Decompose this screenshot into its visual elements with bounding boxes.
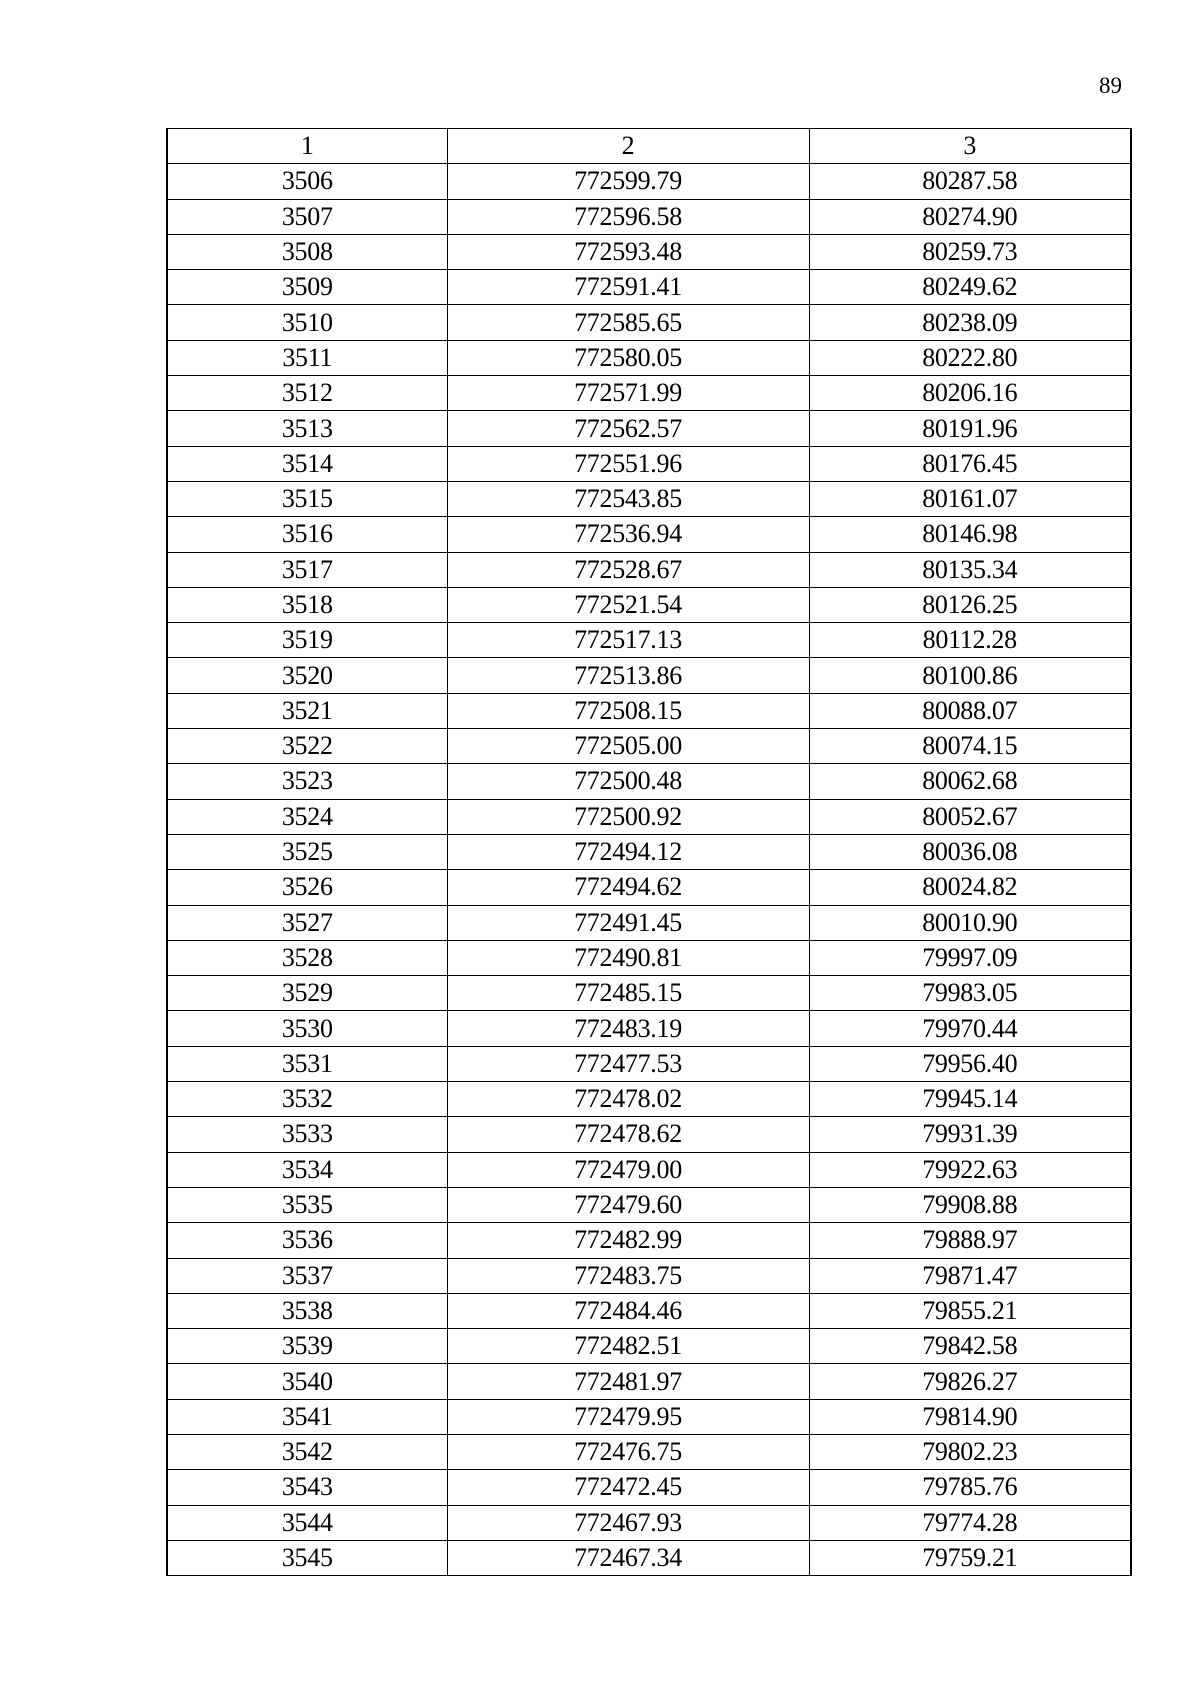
point-number-cell: 3530 — [167, 1011, 447, 1046]
point-number-cell: 3544 — [167, 1505, 447, 1540]
x-coordinate-cell: 772479.60 — [447, 1187, 809, 1222]
y-coordinate-cell: 80052.67 — [809, 799, 1131, 834]
table-row — [167, 552, 1131, 587]
y-coordinate-cell: 80036.08 — [809, 834, 1131, 869]
point-number-cell: 3509 — [167, 270, 447, 305]
point-number-cell: 3529 — [167, 976, 447, 1011]
y-coordinate-cell: 80135.34 — [809, 552, 1131, 587]
y-coordinate-cell: 79855.21 — [809, 1293, 1131, 1328]
x-coordinate-cell: 772599.79 — [447, 164, 809, 199]
table-row — [167, 1293, 1131, 1328]
y-coordinate-cell: 80112.28 — [809, 623, 1131, 658]
x-coordinate-cell: 772571.99 — [447, 376, 809, 411]
point-number-cell: 3543 — [167, 1470, 447, 1505]
point-number-cell: 3523 — [167, 764, 447, 799]
table-row — [167, 1470, 1131, 1505]
table-row — [167, 234, 1131, 269]
table-row — [167, 940, 1131, 975]
x-coordinate-cell: 772500.48 — [447, 764, 809, 799]
page-number: 89 — [1099, 73, 1122, 98]
point-number-cell: 3532 — [167, 1082, 447, 1117]
y-coordinate-cell: 80249.62 — [809, 270, 1131, 305]
point-number-cell: 3517 — [167, 552, 447, 587]
point-number-cell: 3536 — [167, 1223, 447, 1258]
table-row — [167, 446, 1131, 481]
table-row — [167, 1540, 1131, 1575]
table-row — [167, 1434, 1131, 1469]
x-coordinate-cell: 772543.85 — [447, 481, 809, 516]
x-coordinate-cell: 772596.58 — [447, 199, 809, 234]
point-number-cell: 3515 — [167, 481, 447, 516]
y-coordinate-cell: 79997.09 — [809, 940, 1131, 975]
y-coordinate-cell: 80259.73 — [809, 234, 1131, 269]
table-row — [167, 834, 1131, 869]
x-coordinate-cell: 772484.46 — [447, 1293, 809, 1328]
y-coordinate-cell: 79908.88 — [809, 1187, 1131, 1222]
y-coordinate-cell: 80146.98 — [809, 517, 1131, 552]
x-coordinate-cell: 772528.67 — [447, 552, 809, 587]
table-body — [167, 164, 1131, 1576]
x-coordinate-cell: 772521.54 — [447, 587, 809, 622]
table-row — [167, 1117, 1131, 1152]
y-coordinate-cell: 80161.07 — [809, 481, 1131, 516]
table-row — [167, 658, 1131, 693]
x-coordinate-cell: 772476.75 — [447, 1434, 809, 1469]
y-coordinate-cell: 80191.96 — [809, 411, 1131, 446]
point-number-cell: 3512 — [167, 376, 447, 411]
y-coordinate-cell: 79922.63 — [809, 1152, 1131, 1187]
point-number-cell: 3539 — [167, 1329, 447, 1364]
table-row — [167, 729, 1131, 764]
x-coordinate-cell: 772593.48 — [447, 234, 809, 269]
y-coordinate-cell: 79931.39 — [809, 1117, 1131, 1152]
column-header-2: 2 — [447, 129, 809, 164]
y-coordinate-cell: 79802.23 — [809, 1434, 1131, 1469]
x-coordinate-cell: 772513.86 — [447, 658, 809, 693]
point-number-cell: 3520 — [167, 658, 447, 693]
table-row — [167, 1329, 1131, 1364]
x-coordinate-cell: 772505.00 — [447, 729, 809, 764]
point-number-cell: 3540 — [167, 1364, 447, 1399]
y-coordinate-cell: 80062.68 — [809, 764, 1131, 799]
table-row — [167, 1082, 1131, 1117]
table-row — [167, 199, 1131, 234]
coordinates-table — [166, 128, 1132, 1576]
table-row — [167, 1187, 1131, 1222]
x-coordinate-cell: 772481.97 — [447, 1364, 809, 1399]
table-row — [167, 1258, 1131, 1293]
table-row — [167, 1505, 1131, 1540]
point-number-cell: 3506 — [167, 164, 447, 199]
point-number-cell: 3508 — [167, 234, 447, 269]
table-row — [167, 1364, 1131, 1399]
point-number-cell: 3541 — [167, 1399, 447, 1434]
x-coordinate-cell: 772551.96 — [447, 446, 809, 481]
y-coordinate-cell: 79785.76 — [809, 1470, 1131, 1505]
x-coordinate-cell: 772483.75 — [447, 1258, 809, 1293]
x-coordinate-cell: 772485.15 — [447, 976, 809, 1011]
x-coordinate-cell: 772479.95 — [447, 1399, 809, 1434]
point-number-cell: 3534 — [167, 1152, 447, 1187]
table-row — [167, 1399, 1131, 1434]
y-coordinate-cell: 80100.86 — [809, 658, 1131, 693]
point-number-cell: 3511 — [167, 340, 447, 375]
point-number-cell: 3518 — [167, 587, 447, 622]
table-row — [167, 799, 1131, 834]
x-coordinate-cell: 772482.99 — [447, 1223, 809, 1258]
point-number-cell: 3528 — [167, 940, 447, 975]
table-row — [167, 305, 1131, 340]
point-number-cell: 3522 — [167, 729, 447, 764]
table-row — [167, 340, 1131, 375]
y-coordinate-cell: 80206.16 — [809, 376, 1131, 411]
point-number-cell: 3545 — [167, 1540, 447, 1575]
point-number-cell: 3538 — [167, 1293, 447, 1328]
y-coordinate-cell: 80274.90 — [809, 199, 1131, 234]
x-coordinate-cell: 772490.81 — [447, 940, 809, 975]
point-number-cell: 3533 — [167, 1117, 447, 1152]
y-coordinate-cell: 79826.27 — [809, 1364, 1131, 1399]
point-number-cell: 3525 — [167, 834, 447, 869]
table-row — [167, 270, 1131, 305]
y-coordinate-cell: 79842.58 — [809, 1329, 1131, 1364]
y-coordinate-cell: 79945.14 — [809, 1082, 1131, 1117]
x-coordinate-cell: 772500.92 — [447, 799, 809, 834]
table-row — [167, 870, 1131, 905]
table-row — [167, 481, 1131, 516]
y-coordinate-cell: 79956.40 — [809, 1046, 1131, 1081]
y-coordinate-cell: 80287.58 — [809, 164, 1131, 199]
point-number-cell: 3527 — [167, 905, 447, 940]
y-coordinate-cell: 80010.90 — [809, 905, 1131, 940]
point-number-cell: 3516 — [167, 517, 447, 552]
table-row — [167, 1011, 1131, 1046]
point-number-cell: 3537 — [167, 1258, 447, 1293]
y-coordinate-cell: 80238.09 — [809, 305, 1131, 340]
point-number-cell: 3519 — [167, 623, 447, 658]
table-row — [167, 517, 1131, 552]
x-coordinate-cell: 772562.57 — [447, 411, 809, 446]
x-coordinate-cell: 772508.15 — [447, 693, 809, 728]
y-coordinate-cell: 80222.80 — [809, 340, 1131, 375]
y-coordinate-cell: 80126.25 — [809, 587, 1131, 622]
x-coordinate-cell: 772477.53 — [447, 1046, 809, 1081]
y-coordinate-cell: 80176.45 — [809, 446, 1131, 481]
y-coordinate-cell: 80074.15 — [809, 729, 1131, 764]
x-coordinate-cell: 772467.93 — [447, 1505, 809, 1540]
y-coordinate-cell: 79759.21 — [809, 1540, 1131, 1575]
table-row — [167, 976, 1131, 1011]
table-row — [167, 764, 1131, 799]
y-coordinate-cell: 79814.90 — [809, 1399, 1131, 1434]
table-header-row — [167, 129, 1131, 164]
table-row — [167, 376, 1131, 411]
table-row — [167, 623, 1131, 658]
x-coordinate-cell: 772517.13 — [447, 623, 809, 658]
table-row — [167, 411, 1131, 446]
table-row — [167, 693, 1131, 728]
point-number-cell: 3542 — [167, 1434, 447, 1469]
y-coordinate-cell: 80088.07 — [809, 693, 1131, 728]
point-number-cell: 3521 — [167, 693, 447, 728]
point-number-cell: 3535 — [167, 1187, 447, 1222]
point-number-cell: 3531 — [167, 1046, 447, 1081]
table-row — [167, 1223, 1131, 1258]
x-coordinate-cell: 772478.02 — [447, 1082, 809, 1117]
x-coordinate-cell: 772494.62 — [447, 870, 809, 905]
y-coordinate-cell: 80024.82 — [809, 870, 1131, 905]
x-coordinate-cell: 772483.19 — [447, 1011, 809, 1046]
table-row — [167, 1152, 1131, 1187]
point-number-cell: 3514 — [167, 446, 447, 481]
x-coordinate-cell: 772585.65 — [447, 305, 809, 340]
x-coordinate-cell: 772479.00 — [447, 1152, 809, 1187]
table-row — [167, 1046, 1131, 1081]
point-number-cell: 3510 — [167, 305, 447, 340]
y-coordinate-cell: 79871.47 — [809, 1258, 1131, 1293]
y-coordinate-cell: 79774.28 — [809, 1505, 1131, 1540]
point-number-cell: 3524 — [167, 799, 447, 834]
x-coordinate-cell: 772491.45 — [447, 905, 809, 940]
x-coordinate-cell: 772478.62 — [447, 1117, 809, 1152]
point-number-cell: 3513 — [167, 411, 447, 446]
x-coordinate-cell: 772580.05 — [447, 340, 809, 375]
x-coordinate-cell: 772472.45 — [447, 1470, 809, 1505]
y-coordinate-cell: 79983.05 — [809, 976, 1131, 1011]
y-coordinate-cell: 79970.44 — [809, 1011, 1131, 1046]
point-number-cell: 3507 — [167, 199, 447, 234]
x-coordinate-cell: 772467.34 — [447, 1540, 809, 1575]
table-row — [167, 164, 1131, 199]
column-header-3: 3 — [809, 129, 1131, 164]
x-coordinate-cell: 772482.51 — [447, 1329, 809, 1364]
column-header-1: 1 — [167, 129, 447, 164]
point-number-cell: 3526 — [167, 870, 447, 905]
table-row — [167, 905, 1131, 940]
x-coordinate-cell: 772494.12 — [447, 834, 809, 869]
x-coordinate-cell: 772591.41 — [447, 270, 809, 305]
y-coordinate-cell: 79888.97 — [809, 1223, 1131, 1258]
table-row — [167, 587, 1131, 622]
x-coordinate-cell: 772536.94 — [447, 517, 809, 552]
